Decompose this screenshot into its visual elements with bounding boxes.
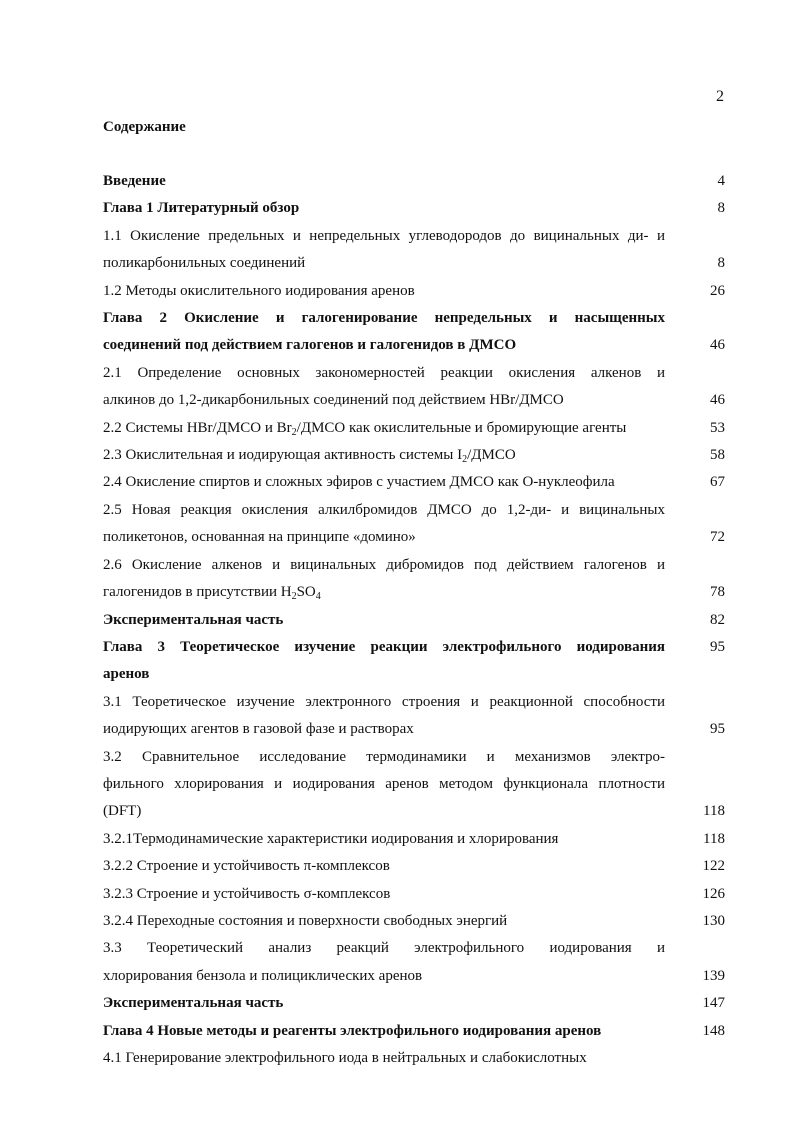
toc-entry-text: галогенидов в присутствии $H_2SO_4$ <box>103 584 321 603</box>
toc-entry-line <box>103 689 725 716</box>
toc-entry-line <box>103 524 725 551</box>
toc-entry-text: 3.2 Сравнительное исследование термодинамики и механизмов электро- <box>103 748 665 765</box>
toc-entry-line <box>103 771 725 798</box>
toc-entry-line <box>103 607 725 634</box>
toc-entry-line <box>103 744 725 771</box>
toc-entry-text: поликетонов, основанная на принципе «домино» <box>103 529 416 546</box>
toc-entry-page: 148 <box>702 1022 725 1039</box>
toc-entry-line <box>103 552 725 579</box>
toc-entry-text: (DFT) <box>103 803 142 820</box>
toc-entry-text: 2.2 Системы HBr/ДМСО и $Br_2$/ДМСО как окислительные и бромирующие агенты <box>103 419 627 438</box>
toc-entry-text: хлорирования бензола и полициклических аренов <box>103 967 423 984</box>
toc-entry-line <box>103 798 725 825</box>
toc-entry-page: 8 <box>717 200 725 217</box>
toc-entry-text: фильного хлорирования и иодирования аренов методом функционала плотности <box>103 775 665 792</box>
toc-entry-text: соединений под действием галогенов и галогенидов в ДМСО <box>103 337 517 354</box>
toc-entry-line <box>103 881 725 908</box>
toc-entry-text: 2.4 Окисление спиртов и сложных эфиров с участием ДМСО как О-нуклеофила <box>103 474 615 491</box>
toc-entry-text: Глава 2 Окисление и галогенирование непредельных и насыщенных <box>103 310 665 327</box>
page-number: 2 <box>716 88 724 105</box>
toc-entry-page: 122 <box>702 858 725 875</box>
toc-entry-page: 130 <box>702 912 725 929</box>
toc-entry-line <box>103 716 725 743</box>
toc-entry-page: 26 <box>710 282 725 299</box>
toc-entry-text: Глава 1 Литературный обзор <box>103 200 300 217</box>
toc-entry-text: 4.1 Генерирование электрофильного иода в нейтральных и слабокислотных <box>103 1050 587 1066</box>
toc-entry-page: 95 <box>710 721 725 738</box>
toc-entry-line <box>103 387 725 414</box>
toc-entry-line <box>103 661 725 688</box>
toc-entry-line <box>103 579 725 606</box>
toc-entry-page: 118 <box>703 830 725 847</box>
toc-entry-text: 3.2.2 Строение и устойчивость π-комплексов <box>103 858 390 875</box>
toc-entry-line <box>103 935 725 962</box>
toc-entry-page: 147 <box>702 995 725 1012</box>
toc-entry-text: Экспериментальная часть <box>103 611 284 628</box>
toc-entry-line <box>103 497 725 524</box>
toc-entry-text: Введение <box>103 173 166 189</box>
toc-entry-text: поликарбонильных соединений <box>103 255 306 272</box>
toc-entry-line <box>103 1018 725 1045</box>
toc-entry-line <box>103 250 725 277</box>
toc-entry-page: 46 <box>710 337 725 354</box>
toc-entry-text: 3.2.1Термодинамические характеристики иодирования и хлорирования <box>103 830 559 847</box>
toc-entry-line <box>103 1045 725 1072</box>
toc-entry-text: 2.6 Окисление алкенов и вицинальных дибромидов под действием галогенов и <box>103 556 665 573</box>
toc-entry-line <box>103 305 725 332</box>
table-of-contents <box>103 168 725 1072</box>
toc-entry-text: 2.1 Определение основных закономерностей реакции окисления алкенов и <box>103 364 665 381</box>
toc-entry-line <box>103 278 725 305</box>
toc-entry-line <box>103 415 725 442</box>
toc-entry-text: 3.2.4 Переходные состояния и поверхности свободных энергий <box>103 912 508 929</box>
toc-entry-page: 118 <box>703 803 725 820</box>
toc-entry-line <box>103 360 725 387</box>
toc-entry-line <box>103 826 725 853</box>
toc-entry-page: 72 <box>710 529 725 546</box>
toc-entry-line <box>103 634 725 661</box>
toc-entry-text: алкинов до 1,2-дикарбонильных соединений под действием HBr/ДМСО <box>103 392 564 409</box>
toc-entry-text: 1.1 Окисление предельных и непредельных углеводородов до вицинальных ди- и <box>103 227 665 244</box>
toc-entry-line <box>103 168 725 195</box>
toc-entry-line <box>103 908 725 935</box>
toc-entry-page: 4 <box>717 173 725 189</box>
toc-entry-page: 58 <box>710 447 725 464</box>
toc-entry-text: Глава 3 Теоретическое изучение реакции электрофильного иодирования <box>103 638 665 655</box>
toc-entry-line <box>103 469 725 496</box>
toc-entry-text: Глава 4 Новые методы и реагенты электрофильного иодирования аренов <box>103 1022 602 1039</box>
toc-entry-text: 3.1 Теоретическое изучение электронного строения и реакционной способности <box>103 693 665 710</box>
toc-entry-page: 53 <box>710 419 725 436</box>
toc-entry-page: 126 <box>702 885 725 902</box>
toc-entry-text: 1.2 Методы окислительного иодирования аренов <box>103 282 415 299</box>
toc-entry-line <box>103 963 725 990</box>
toc-entry-text: Экспериментальная часть <box>103 995 284 1012</box>
toc-entry-page: 82 <box>710 611 725 628</box>
toc-entry-text: 2.3 Окислительная и иодирующая активность системы $I_2$/ДМСО <box>103 447 516 466</box>
toc-entry-text: 3.2.3 Строение и устойчивость σ-комплексов <box>103 885 391 902</box>
toc-entry-page: 8 <box>717 255 725 272</box>
toc-entry-page: 67 <box>710 474 725 491</box>
toc-entry-line <box>103 195 725 222</box>
page-title: Содержание <box>103 119 186 135</box>
toc-entry-page: 46 <box>710 392 725 409</box>
toc-entry-page: 95 <box>710 638 725 655</box>
toc-entry-line <box>103 332 725 359</box>
toc-entry-page: 78 <box>710 584 725 601</box>
toc-entry-line <box>103 442 725 469</box>
toc-entry-text: 3.3 Теоретический анализ реакций электрофильного иодирования и <box>103 940 665 957</box>
toc-entry-text: аренов <box>103 666 150 683</box>
toc-entry-line <box>103 990 725 1017</box>
toc-entry-text: иодирующих агентов в газовой фазе и растворах <box>103 721 414 738</box>
toc-entry-page: 139 <box>702 967 725 984</box>
toc-entry-line <box>103 853 725 880</box>
toc-entry-text: 2.5 Новая реакция окисления алкилбромидов ДМСО до 1,2-ди- и вицинальных <box>103 501 665 518</box>
toc-entry-line <box>103 223 725 250</box>
